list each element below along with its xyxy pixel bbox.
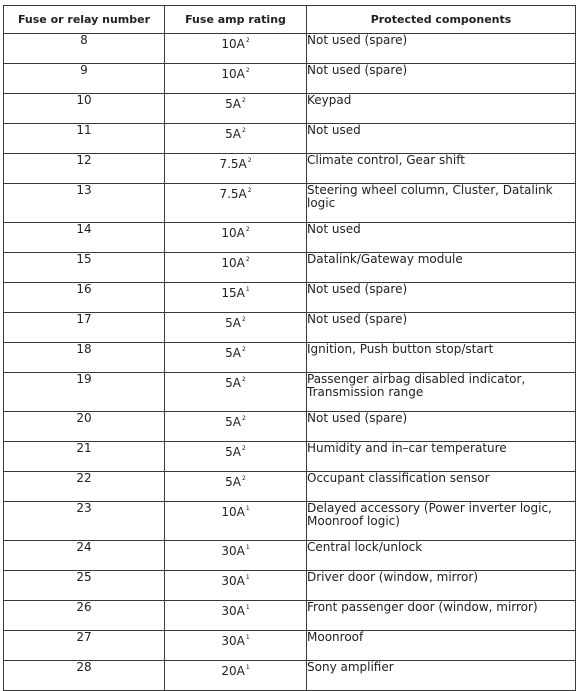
amp-value: 7.5A xyxy=(219,157,247,171)
fuse-number-cell: 16 xyxy=(4,283,165,313)
fuse-number-cell: 11 xyxy=(4,124,165,154)
amp-value: 15A xyxy=(221,286,245,300)
footnote-marker: 2 xyxy=(242,445,246,452)
protected-components-cell: Not used (spare) xyxy=(307,64,576,94)
table-row xyxy=(4,34,576,64)
table-body xyxy=(4,34,576,691)
amp-value: 10A xyxy=(221,226,245,240)
amp-value: 10A xyxy=(221,505,245,519)
fuse-number-cell: 25 xyxy=(4,571,165,601)
fuse-number-cell: 17 xyxy=(4,313,165,343)
fuse-number-cell: 27 xyxy=(4,631,165,661)
amp-rating-cell xyxy=(165,472,307,502)
fuse-number-cell: 15 xyxy=(4,253,165,283)
footnote-marker: 2 xyxy=(242,376,246,383)
table-row xyxy=(4,94,576,124)
amp-rating-cell xyxy=(165,283,307,313)
footnote-marker: 2 xyxy=(245,67,250,74)
protected-components-cell: Passenger airbag disabled indicator, Transmission range xyxy=(307,373,576,412)
amp-rating-cell xyxy=(165,94,307,124)
amp-rating-cell xyxy=(165,571,307,601)
fuse-number-cell: 21 xyxy=(4,442,165,472)
amp-value: 5A xyxy=(225,445,241,459)
table-row xyxy=(4,472,576,502)
protected-components-cell: Keypad xyxy=(307,94,576,124)
footnote-marker: 2 xyxy=(245,37,250,44)
protected-components-cell: Sony amplifier xyxy=(307,661,576,691)
protected-components-cell: Steering wheel column, Cluster, Datalink logic xyxy=(307,184,576,223)
footnote-marker: 2 xyxy=(245,226,250,233)
fuse-number-cell: 12 xyxy=(4,154,165,184)
protected-components-cell: Driver door (window, mirror) xyxy=(307,571,576,601)
footnote-marker: 2 xyxy=(242,415,246,422)
table-row xyxy=(4,283,576,313)
amp-rating-cell xyxy=(165,502,307,541)
fuse-table xyxy=(3,5,576,691)
amp-value: 30A xyxy=(221,574,245,588)
protected-components-cell: Moonroof xyxy=(307,631,576,661)
amp-rating-cell xyxy=(165,64,307,94)
amp-rating-cell xyxy=(165,631,307,661)
header-row xyxy=(4,6,576,34)
amp-value: 5A xyxy=(225,376,241,390)
protected-components-cell: Not used xyxy=(307,223,576,253)
table-header xyxy=(4,6,576,34)
amp-value: 7.5A xyxy=(219,187,247,201)
fuse-number-cell: 24 xyxy=(4,541,165,571)
protected-components-cell: Climate control, Gear shift xyxy=(307,154,576,184)
fuse-number-cell: 19 xyxy=(4,373,165,412)
footnote-marker: 2 xyxy=(242,316,246,323)
table-row xyxy=(4,541,576,571)
protected-components-cell: Central lock/unlock xyxy=(307,541,576,571)
fuse-number-cell: 14 xyxy=(4,223,165,253)
protected-components-cell: Not used xyxy=(307,124,576,154)
protected-components-cell: Ignition, Push button stop/start xyxy=(307,343,576,373)
footnote-marker: 2 xyxy=(242,475,246,482)
amp-value: 5A xyxy=(225,316,241,330)
footnote-marker: 1 xyxy=(245,664,250,671)
amp-rating-cell xyxy=(165,34,307,64)
table-row xyxy=(4,64,576,94)
amp-rating-cell xyxy=(165,223,307,253)
amp-value: 30A xyxy=(221,604,245,618)
amp-rating-cell xyxy=(165,253,307,283)
fuse-number-cell: 22 xyxy=(4,472,165,502)
amp-rating-cell xyxy=(165,373,307,412)
table-row xyxy=(4,601,576,631)
table-row xyxy=(4,223,576,253)
table-row xyxy=(4,154,576,184)
fuse-number-cell: 23 xyxy=(4,502,165,541)
footnote-marker: 2 xyxy=(242,127,246,134)
amp-value: 10A xyxy=(221,256,245,270)
header-amp-rating: Fuse amp rating xyxy=(165,6,307,34)
footnote-marker: 1 xyxy=(245,634,250,641)
fuse-number-cell: 26 xyxy=(4,601,165,631)
footnote-marker: 1 xyxy=(245,544,250,551)
protected-components-cell: Not used (spare) xyxy=(307,412,576,442)
footnote-marker: 2 xyxy=(247,157,252,164)
amp-value: 5A xyxy=(225,127,241,141)
amp-value: 5A xyxy=(225,346,241,360)
protected-components-cell: Humidity and in–car temperature xyxy=(307,442,576,472)
fuse-number-cell: 20 xyxy=(4,412,165,442)
table-row xyxy=(4,502,576,541)
protected-components-cell: Not used (spare) xyxy=(307,313,576,343)
protected-components-cell: Delayed accessory (Power inverter logic, Moonroof logic) xyxy=(307,502,576,541)
footnote-marker: 2 xyxy=(245,256,250,263)
table-row xyxy=(4,373,576,412)
table-row xyxy=(4,184,576,223)
amp-rating-cell xyxy=(165,412,307,442)
amp-rating-cell xyxy=(165,541,307,571)
amp-value: 5A xyxy=(225,475,241,489)
table-row xyxy=(4,343,576,373)
table-row xyxy=(4,442,576,472)
amp-value: 10A xyxy=(221,67,245,81)
footnote-marker: 2 xyxy=(242,97,246,104)
amp-value: 30A xyxy=(221,634,245,648)
protected-components-cell: Not used (spare) xyxy=(307,34,576,64)
footnote-marker: 1 xyxy=(245,505,250,512)
fuse-number-cell: 28 xyxy=(4,661,165,691)
fuse-number-cell: 10 xyxy=(4,94,165,124)
footnote-marker: 1 xyxy=(245,286,250,293)
amp-value: 5A xyxy=(225,415,241,429)
footnote-marker: 1 xyxy=(245,604,250,611)
fuse-number-cell: 13 xyxy=(4,184,165,223)
amp-rating-cell xyxy=(165,154,307,184)
footnote-marker: 2 xyxy=(242,346,246,353)
protected-components-cell: Front passenger door (window, mirror) xyxy=(307,601,576,631)
protected-components-cell: Not used (spare) xyxy=(307,283,576,313)
table-row xyxy=(4,124,576,154)
footnote-marker: 2 xyxy=(247,187,252,194)
header-fuse-number: Fuse or relay number xyxy=(4,6,165,34)
footnote-marker: 1 xyxy=(245,574,250,581)
amp-rating-cell xyxy=(165,124,307,154)
amp-rating-cell xyxy=(165,313,307,343)
amp-rating-cell xyxy=(165,184,307,223)
amp-value: 20A xyxy=(221,664,245,678)
protected-components-cell: Occupant classification sensor xyxy=(307,472,576,502)
amp-rating-cell xyxy=(165,601,307,631)
table-row xyxy=(4,412,576,442)
header-protected-components: Protected components xyxy=(307,6,576,34)
table-row xyxy=(4,313,576,343)
amp-value: 10A xyxy=(221,37,245,51)
amp-value: 5A xyxy=(225,97,241,111)
fuse-number-cell: 8 xyxy=(4,34,165,64)
amp-rating-cell xyxy=(165,442,307,472)
amp-value: 30A xyxy=(221,544,245,558)
table-row xyxy=(4,253,576,283)
amp-rating-cell xyxy=(165,343,307,373)
fuse-number-cell: 18 xyxy=(4,343,165,373)
fuse-number-cell: 9 xyxy=(4,64,165,94)
table-row xyxy=(4,631,576,661)
protected-components-cell: Datalink/Gateway module xyxy=(307,253,576,283)
table-row xyxy=(4,571,576,601)
